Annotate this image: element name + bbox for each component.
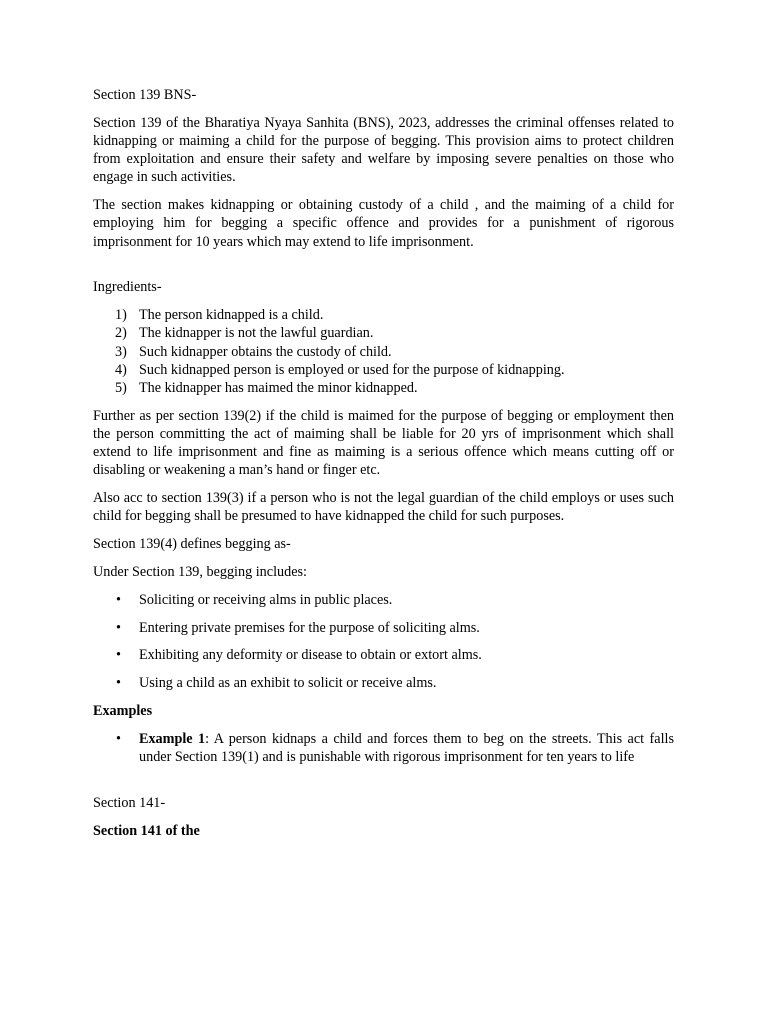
list-item — [93, 379, 674, 397]
list-item — [93, 646, 674, 664]
list-item-text: Such kidnapper obtains the custody of child. — [139, 343, 392, 360]
blank-line — [93, 776, 674, 794]
list-item — [93, 674, 674, 692]
list-item — [93, 306, 674, 324]
list-item-text: Soliciting or receiving alms in public places. — [139, 591, 393, 608]
bullet-icon: • — [116, 619, 121, 636]
list-item — [93, 324, 674, 342]
list-item — [93, 730, 674, 766]
section-141-heading: Section 141 of the — [93, 822, 200, 839]
list-number: 3) — [115, 343, 127, 360]
example-text: : A person kidnaps a child and forces them to beg on the streets. This act falls under Section 139(1) and is punishable with rigorous imprisonment for ten years to life — [139, 730, 674, 765]
bullet-icon: • — [116, 675, 121, 692]
list-item-text: Using a child as an exhibit to solicit or receive alms. — [139, 675, 437, 692]
begging-list — [93, 591, 674, 693]
list-item-text: The kidnapper is not the lawful guardian. — [139, 325, 374, 342]
list-item — [93, 343, 674, 361]
examples-title: Examples — [93, 703, 153, 719]
list-item-text: Exhibiting any deformity or disease to obtain or extort alms. — [139, 647, 482, 664]
list-item — [93, 591, 674, 609]
section-139-4-paragraph: Section 139(4) defines begging as- — [93, 536, 291, 553]
list-item — [93, 361, 674, 379]
example-label: Example 1 — [139, 730, 206, 747]
list-number: 4) — [115, 361, 127, 378]
bullet-icon: • — [116, 591, 121, 608]
section-139-2-paragraph: Further as per section 139(2) if the child is maimed for the purpose of begging or employment then the person committing the act of maiming shall be liable for 20 yrs of imprisonment which shall extend to life imprisonment and fine as maiming is a serious offence which means cutting off or disabling or weakening a man’s hand or finger etc. — [93, 407, 674, 479]
list-item — [93, 619, 674, 637]
blank-line — [93, 260, 674, 278]
bullet-icon: • — [116, 647, 121, 664]
list-item-text: The kidnapper has maimed the minor kidnapped. — [139, 380, 418, 397]
section-139-offence-paragraph: The section makes kidnapping or obtaining custody of a child , and the maiming of a child for employing him for begging a specific offence and provides for a punishment of rigorous imprisonment for 10 years which may extend to life imprisonment. — [93, 197, 674, 250]
ingredients-list — [93, 306, 674, 397]
section-141-title: Section 141- — [93, 794, 166, 811]
list-item-text: The person kidnapped is a child. — [139, 307, 324, 324]
section-139-intro-paragraph: Section 139 of the Bharatiya Nyaya Sanhita (BNS), 2023, addresses the criminal offenses related to kidnapping or maiming a child for the purpose of begging. This provision aims to protect children from exploitation and ensure their safety and welfare by imposing severe penalties on those who engage in such activities. — [93, 114, 674, 186]
section-139-title: Section 139 BNS- — [93, 87, 197, 103]
list-number: 5) — [115, 380, 127, 397]
list-number: 2) — [115, 325, 127, 342]
section-139-3-paragraph: Also acc to section 139(3) if a person who is not the legal guardian of the child employs or uses such child for begging shall be presumed to have kidnapped the child for such purposes. — [93, 490, 674, 525]
list-item-text: Entering private premises for the purpose of soliciting alms. — [139, 619, 480, 636]
ingredients-title: Ingredients- — [93, 279, 162, 296]
examples-list — [93, 730, 674, 766]
list-number: 1) — [115, 307, 127, 324]
bullet-icon: • — [116, 730, 121, 747]
begging-intro-paragraph: Under Section 139, begging includes: — [93, 564, 307, 581]
list-item-text: Such kidnapped person is employed or used for the purpose of kidnapping. — [139, 361, 565, 378]
document-page — [93, 86, 674, 849]
